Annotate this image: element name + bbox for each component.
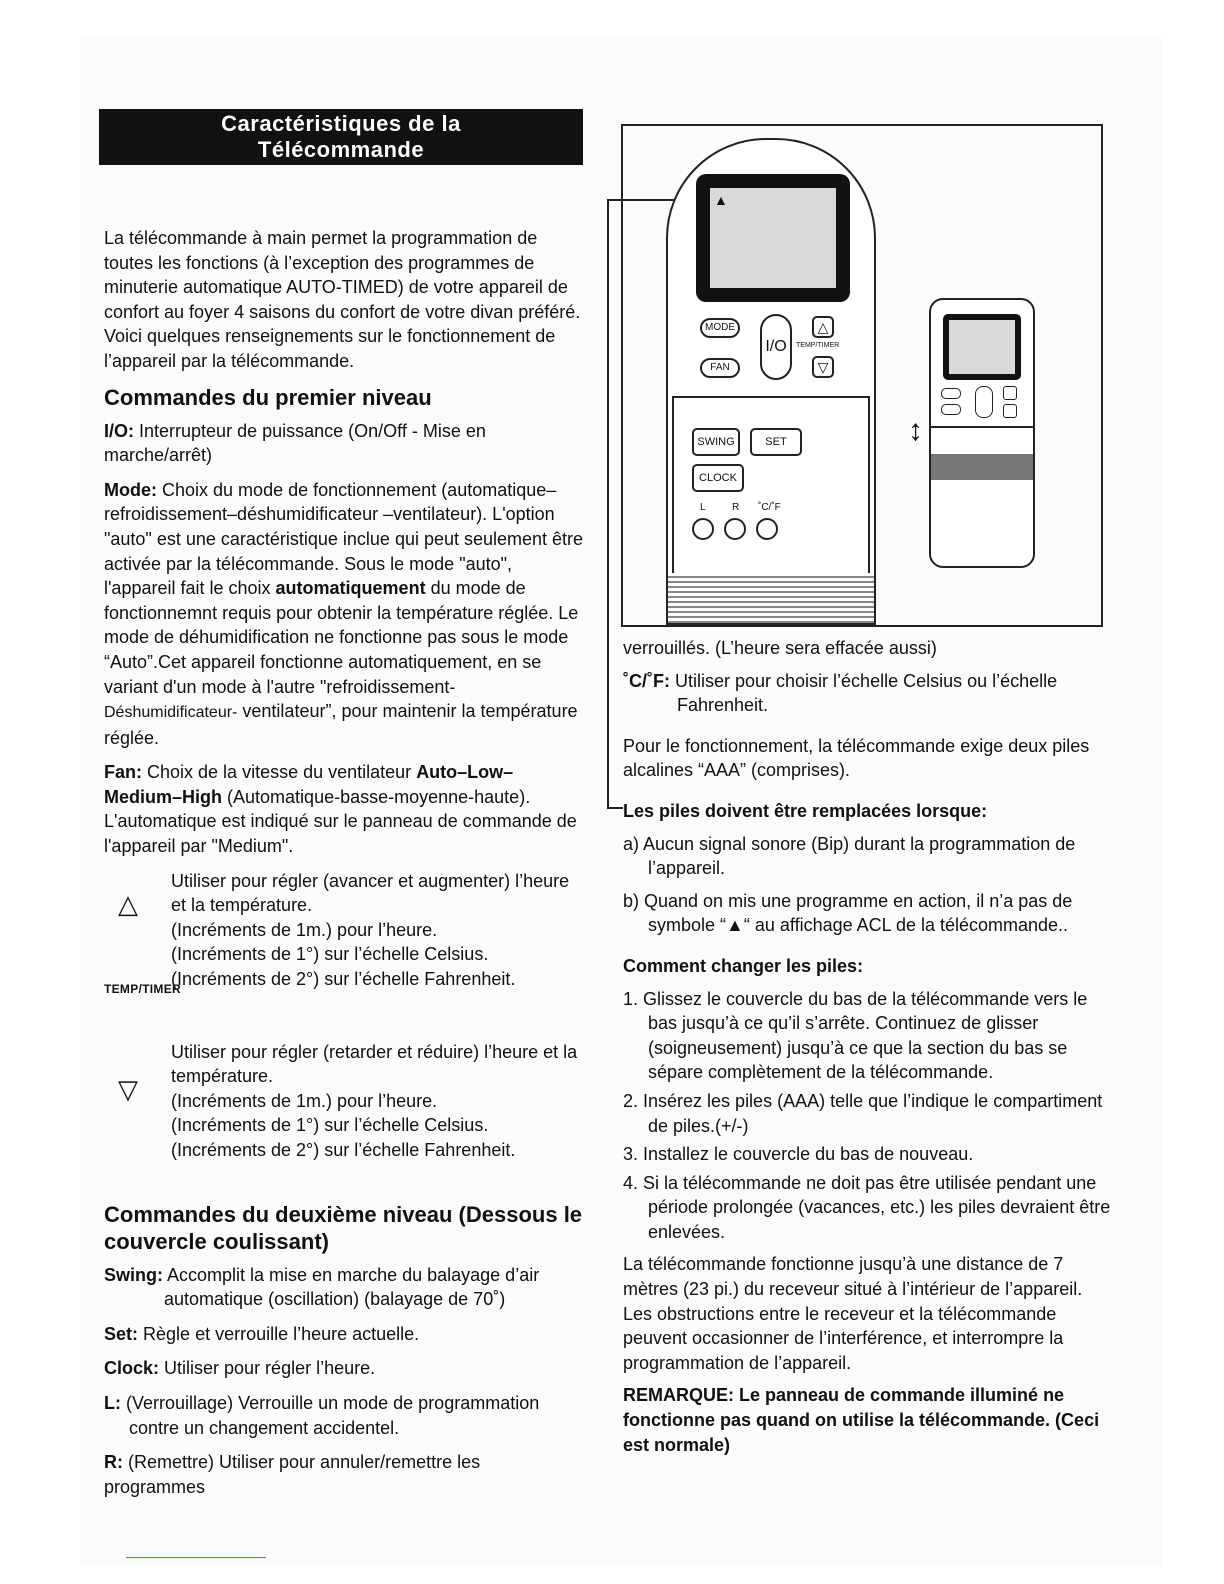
up-arrow-description bbox=[104, 869, 584, 996]
batteries-paragraph: Pour le fonctionnement, la télécommande exige deux piles alcalines “AAA” (comprises). bbox=[623, 735, 1090, 781]
fan-text-2: (Automatique-basse-moyenne-haute). L'automatique est indiqué sur le panneau de commande de l'appareil par "Medium". bbox=[104, 786, 577, 857]
temp-timer-label: TEMP/TIMER bbox=[104, 981, 181, 996]
down-triangle-icon: ▽ bbox=[118, 1073, 138, 1104]
callout-line-bottom bbox=[607, 807, 623, 809]
change-batteries-title: Comment changer les piles: bbox=[623, 955, 864, 976]
io-description bbox=[104, 419, 584, 468]
down-line-2: (Incréments de 1m.) pour l’heure. bbox=[171, 1090, 438, 1111]
banner-line-2: Télécommande bbox=[257, 137, 425, 162]
mini-up-button bbox=[1003, 386, 1017, 400]
section2-title: Commandes du deuxième niveau (Dessous le couvercle coulissant) bbox=[104, 1201, 583, 1254]
set-label: Set: bbox=[104, 1323, 139, 1344]
cf-caption: ˚C/˚F bbox=[758, 502, 781, 513]
temp-timer-caption: TEMP/TIMER bbox=[796, 342, 840, 349]
mini-remote-lcd bbox=[943, 314, 1021, 380]
lcd-arrow-icon: ▲ bbox=[714, 192, 728, 208]
mode-label: Mode: bbox=[104, 479, 157, 500]
cf-text: Utiliser pour choisir l’échelle Celsius ou l’échelle Fahrenheit. bbox=[675, 670, 1058, 716]
fan-text: Choix de la vitesse du ventilateur bbox=[147, 762, 412, 783]
power-button: I/O bbox=[760, 314, 792, 380]
down-line-4: (Incréments de 2°) sur l’échelle Fahrenheit. bbox=[171, 1140, 516, 1160]
slide-arrow-icon: ↕ bbox=[908, 414, 923, 447]
l-button bbox=[692, 518, 714, 540]
mini-power-button bbox=[975, 386, 993, 418]
swing-text: Accomplit la mise en marche du balayage d’air automatique (oscillation) (balayage de 70˚) bbox=[164, 1264, 540, 1310]
remote-control-illustration bbox=[666, 138, 876, 625]
mini-grip-band bbox=[931, 454, 1033, 480]
down-button: ▽ bbox=[812, 356, 834, 378]
l-label: L: bbox=[104, 1392, 121, 1413]
set-button: SET bbox=[750, 428, 802, 456]
cf-button bbox=[756, 518, 778, 540]
up-line-1: Utiliser pour régler (avancer et augmenter) l’heure et la température. bbox=[171, 870, 570, 916]
step-2: 2. Insérez les piles (AAA) telle que l’indique le compartiment de piles.(+/-) bbox=[623, 1090, 1103, 1136]
left-column bbox=[104, 226, 584, 1499]
continued-text: verrouillés. (L’heure sera effacée aussi) bbox=[623, 638, 937, 658]
l-caption: L bbox=[700, 502, 706, 513]
range-paragraph: La télécommande fonctionne jusqu’à une distance de 7 mètres (23 pi.) du receveur situé à l’intérieur de l’appareil. Les obstructions entre le receveur et la télécommande peuvent occasionner de l’interférence, et interrompre la programmation de l’appareil. bbox=[623, 1254, 1083, 1373]
remote-lcd bbox=[696, 174, 850, 302]
io-label: I/O: bbox=[104, 420, 134, 441]
banner-line-1: Caractéristiques de la bbox=[221, 111, 461, 136]
mode-text-1: Choix du mode de fonctionnement (automatique–refroidissement–déshumidificateur –ventilateur). L'option "auto" est une caractéristique inclue qui peut seulement être activée par la télécommande. Sous le mode "auto", l'appareil fait le choix bbox=[104, 479, 584, 599]
cf-label: ˚C/˚F: bbox=[623, 670, 670, 691]
down-line-1: Utiliser pour régler (retarder et réduire) l’heure et la température. bbox=[171, 1041, 578, 1087]
down-arrow-description bbox=[104, 1040, 584, 1163]
mini-fan-button bbox=[941, 404, 961, 415]
section-banner bbox=[99, 109, 583, 165]
r-button bbox=[724, 518, 746, 540]
mode-button: MODE bbox=[700, 318, 740, 338]
lcd-symbol-icon: ▲ bbox=[726, 915, 744, 936]
mini-remote-illustration bbox=[929, 298, 1035, 568]
clock-description bbox=[104, 1356, 584, 1381]
mini-mode-button bbox=[941, 388, 961, 399]
r-description bbox=[104, 1450, 584, 1499]
set-text: Règle et verrouille l’heure actuelle. bbox=[143, 1323, 420, 1344]
l-text: (Verrouillage) Verrouille un mode de programmation contre un changement accidentel. bbox=[126, 1392, 540, 1438]
intro-paragraph: La télécommande à main permet la programmation de toutes les fonctions (à l’exception des programmes de minuterie automatique AUTO-TIMED) de votre appareil de confort au foyer 4 saisons du confort de votre divan préféré. Voici quelques renseignements sur le fonctionnement de l’appareil par la télécommande. bbox=[104, 228, 581, 371]
replace-item-a: a) Aucun signal sonore (Bip) durant la programmation de l’appareil. bbox=[623, 833, 1076, 879]
mode-text-2: du mode de fonctionnemnt requis pour obtenir la température réglée. Le mode de déhumidification ne fonctionne pas sous le mode “Auto”.Cet appareil fonctionne automatiquement, en se variant d'un mode à l'autre "refroidissement- bbox=[104, 578, 579, 697]
down-line-3: (Incréments de 1°) sur l’échelle Celsius. bbox=[171, 1115, 489, 1136]
mode-bold: automatiquement bbox=[275, 578, 426, 599]
right-column bbox=[623, 636, 1113, 1457]
up-triangle-icon: △ bbox=[118, 888, 138, 919]
replace-item-b: b) Quand on mis une programme en action, il n’a pas de symbole “▲“ au affichage ACL de la télécommande.. bbox=[623, 890, 1073, 936]
r-text: (Remettre) Utiliser pour annuler/remettre les programmes bbox=[104, 1452, 481, 1497]
mini-down-button bbox=[1003, 404, 1017, 418]
swing-description bbox=[104, 1263, 584, 1312]
l-description bbox=[104, 1391, 584, 1440]
mode-small: Déshumidificateur- bbox=[104, 704, 238, 722]
callout-line bbox=[607, 199, 609, 809]
cf-description bbox=[623, 669, 1113, 718]
mode-text-3: ventilateur”, pour maintenir la température réglée. bbox=[104, 701, 578, 748]
set-description bbox=[104, 1322, 584, 1347]
step-3: 3. Installez le couvercle du bas de nouveau. bbox=[623, 1144, 974, 1165]
io-text: Interrupteur de puissance (On/Off - Mise en marche/arrêt) bbox=[104, 420, 486, 466]
fan-bold: Auto–Low–Medium–High bbox=[104, 762, 514, 807]
footer-link-line bbox=[126, 1557, 266, 1558]
up-line-3: (Incréments de 1°) sur l’échelle Celsius. bbox=[171, 944, 489, 965]
clock-text: Utiliser pour régler l’heure. bbox=[164, 1358, 376, 1379]
remote-grip-stripes bbox=[668, 573, 874, 623]
swing-label: Swing: bbox=[104, 1264, 163, 1285]
step-4: 4. Si la télécommande ne doit pas être utilisée pendant une période prolongée (vacances, etc.) les piles devraient être enlevées. bbox=[623, 1172, 1111, 1242]
step-1: 1. Glissez le couvercle du bas de la télécommande vers le bas jusqu’à ce qu’il s’arrête. Continuez de glisser (soigneusement) jusqu’à ce que la section du bas se sépare complètement de la télécommande. bbox=[623, 988, 1088, 1083]
fan-label: Fan: bbox=[104, 762, 142, 783]
clock-button: CLOCK bbox=[692, 464, 744, 492]
r-label: R: bbox=[104, 1452, 123, 1473]
clock-label: Clock: bbox=[104, 1358, 160, 1379]
up-line-4: (Incréments de 2°) sur l’échelle Fahrenheit. bbox=[171, 969, 516, 990]
note-paragraph: REMARQUE: Le panneau de commande illuminé ne fonctionne pas quand on utilise la télécommande. (Ceci est normale) bbox=[623, 1385, 1100, 1455]
fan-description bbox=[104, 760, 584, 858]
up-line-2: (Incréments de 1m.) pour l’heure. bbox=[171, 919, 438, 940]
up-button: △ bbox=[812, 316, 834, 338]
mode-description bbox=[104, 478, 584, 751]
replace-title: Les piles doivent être remplacées lorsque: bbox=[623, 800, 988, 821]
section1-title: Commandes du premier niveau bbox=[104, 384, 432, 410]
swing-button: SWING bbox=[692, 428, 740, 456]
fan-button: FAN bbox=[700, 358, 740, 378]
r-caption: R bbox=[732, 502, 740, 513]
